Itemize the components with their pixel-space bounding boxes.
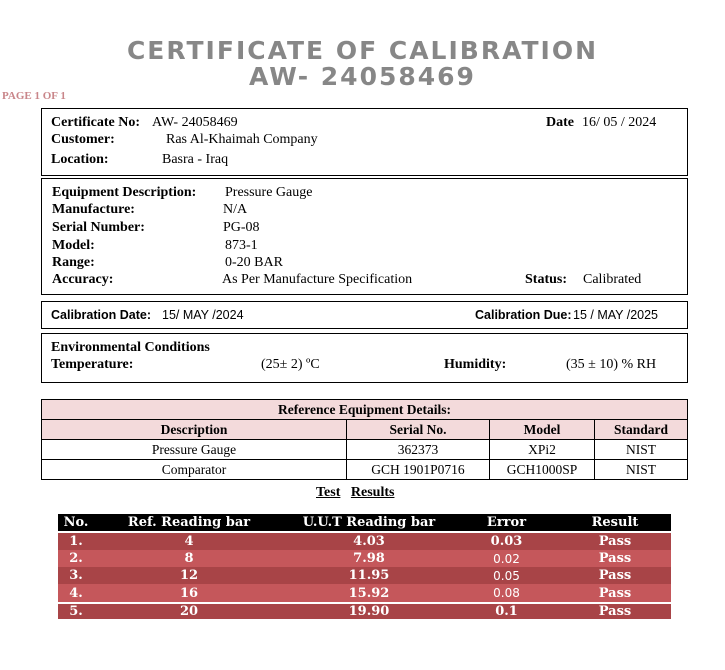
ref-cell: NIST — [595, 460, 688, 480]
cert-no-label: Certificate No: — [51, 115, 141, 130]
result-value: Pass — [598, 551, 632, 566]
table-row — [58, 533, 671, 550]
ref-cell: NIST — [595, 440, 688, 460]
cert-no-value: AW- 24058469 — [152, 115, 238, 130]
serial-number-label: Serial Number: — [52, 220, 145, 235]
test-results-title — [316, 485, 394, 501]
model-label: Model: — [52, 238, 95, 253]
table-row — [42, 440, 688, 460]
table-row — [58, 584, 671, 602]
result-value: Pass — [598, 604, 632, 619]
table-row — [58, 550, 671, 567]
uut-reading: 19.90 — [348, 604, 390, 619]
humidity-value: (35 ± 10) % RH — [566, 357, 657, 372]
ref-cell: XPi2 — [490, 440, 595, 460]
environment-heading: Environmental Conditions — [51, 340, 210, 355]
ref-reading: 16 — [179, 585, 199, 601]
row-number: 1. — [69, 534, 83, 549]
uut-reading: 4.03 — [353, 534, 385, 549]
table-row — [42, 460, 688, 480]
ref-cell: Comparator — [42, 460, 347, 480]
serial-number-value: PG-08 — [223, 220, 260, 235]
reference-table-heading: Reference Equipment Details: — [42, 400, 688, 420]
date-value: 16/ 05 / 2024 — [582, 115, 657, 130]
ref-reading: 8 — [184, 551, 194, 566]
equipment-description-label: Equipment Description: — [52, 185, 197, 200]
ref-cell: GCH 1901P0716 — [347, 460, 490, 480]
manufacture-label: Manufacture: — [52, 202, 135, 217]
status-value: Calibrated — [583, 272, 642, 287]
calibration-date-label: Calibration Date: — [51, 308, 152, 322]
model-value: 873-1 — [225, 238, 258, 253]
results-col-no: No. — [63, 515, 89, 530]
status-label: Status: — [525, 272, 568, 287]
error-value: 0.05 — [493, 568, 520, 583]
error-value: 0.1 — [495, 604, 518, 619]
error-value: 0.03 — [490, 534, 523, 549]
ref-col-model: Model — [490, 420, 595, 440]
date-label: Date — [546, 115, 574, 130]
results-col-uut: U.U.T Reading bar — [302, 515, 436, 530]
equipment-description-value: Pressure Gauge — [225, 185, 313, 200]
result-value: Pass — [598, 534, 632, 549]
ref-reading: 20 — [179, 604, 199, 619]
results-col-ref: Ref. Reading bar — [127, 515, 251, 530]
ref-col-serial: Serial No. — [347, 420, 490, 440]
result-value: Pass — [598, 568, 632, 583]
location-value: Basra - Iraq — [162, 152, 229, 167]
row-number: 3. — [69, 568, 83, 583]
row-number: 4. — [69, 585, 83, 601]
page-indicator: PAGE 1 OF 1 — [2, 90, 66, 102]
customer-label: Customer: — [51, 132, 115, 147]
reference-equipment-table — [41, 399, 688, 480]
customer-value: Ras Al-Khaimah Company — [166, 132, 318, 147]
table-row — [58, 567, 671, 584]
ref-reading: 12 — [179, 568, 199, 583]
error-value: 0.02 — [493, 551, 520, 566]
humidity-label: Humidity: — [444, 357, 507, 372]
range-label: Range: — [52, 255, 95, 270]
calibration-date-value: 15/ MAY /2024 — [162, 308, 244, 322]
ref-col-standard: Standard — [595, 420, 688, 440]
row-number: 5. — [69, 604, 83, 619]
uut-reading: 7.98 — [353, 551, 385, 566]
calibration-due-value: 15 / MAY /2025 — [573, 308, 659, 322]
calibration-due-label: Calibration Due: — [475, 308, 572, 322]
results-title-word: Results — [350, 485, 395, 500]
error-value: 0.08 — [493, 586, 520, 600]
results-header-row — [58, 514, 671, 531]
temperature-value: (25± 2) ºC — [261, 357, 320, 372]
ref-col-description: Description — [42, 420, 347, 440]
ref-cell: 362373 — [347, 440, 490, 460]
ref-cell: Pressure Gauge — [42, 440, 347, 460]
location-label: Location: — [51, 152, 109, 167]
range-value: 0-20 BAR — [225, 255, 283, 270]
table-row — [58, 604, 671, 619]
uut-reading: 11.95 — [348, 568, 390, 583]
accuracy-label: Accuracy: — [52, 272, 114, 287]
results-col-error: Error — [486, 515, 527, 530]
manufacture-value: N/A — [223, 202, 248, 217]
certificate-number-title: AW- 24058469 — [249, 62, 476, 91]
result-value: Pass — [598, 585, 632, 601]
ref-cell: GCH1000SP — [490, 460, 595, 480]
row-number: 2. — [69, 551, 83, 566]
results-col-result: Result — [591, 515, 639, 530]
ref-reading: 4 — [184, 534, 194, 549]
certificate-title: CERTIFICATE OF CALIBRATION — [126, 36, 599, 65]
test-title-word: Test — [316, 485, 341, 500]
temperature-label: Temperature: — [51, 357, 134, 372]
uut-reading: 15.92 — [348, 585, 390, 601]
accuracy-value: As Per Manufacture Specification — [222, 272, 413, 287]
